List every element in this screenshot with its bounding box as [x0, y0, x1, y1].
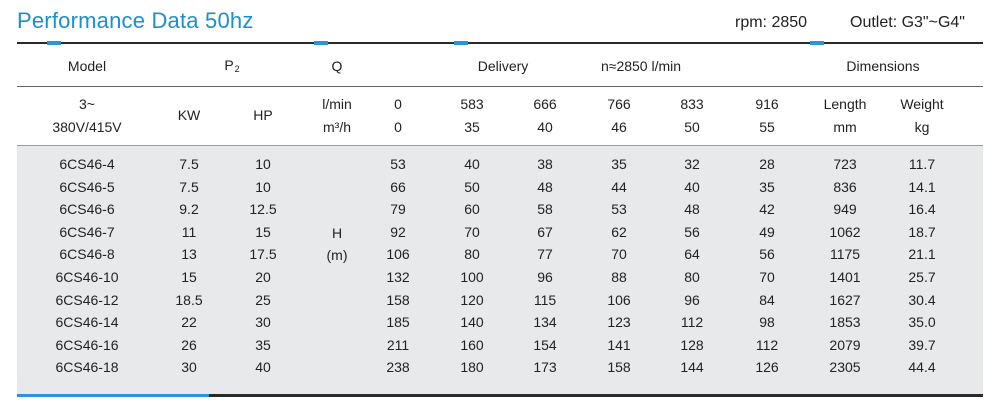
cell-model: 6CS46-7: [59, 223, 115, 240]
cell-head: 56: [684, 223, 700, 240]
cell-head: 67: [537, 223, 553, 240]
cell-head: 28: [759, 156, 775, 172]
flow-lmin: 666: [533, 96, 557, 112]
cell-head: 115: [533, 291, 557, 308]
cell-head: 158: [607, 359, 631, 376]
bottom-rule-accent: [17, 394, 209, 397]
cell-kw: 22: [181, 314, 197, 331]
rpm-label: rpm: 2850: [735, 14, 808, 31]
flow-m3h: 35: [464, 119, 480, 135]
cell-hp: 30: [255, 314, 271, 331]
cell-hp: 10: [255, 178, 271, 195]
cell-head: 88: [611, 269, 627, 285]
cell-head: 96: [684, 291, 700, 308]
cell-weight: 14.1: [908, 178, 936, 195]
head-unit: (m): [326, 247, 348, 263]
flow-m3h: 50: [684, 119, 700, 135]
cell-model: 6CS46-4: [59, 156, 115, 172]
cell-hp: 40: [255, 359, 271, 376]
header-q: Q: [331, 58, 343, 74]
flow-lmin: 583: [460, 96, 484, 112]
cell-weight: 25.7: [908, 269, 936, 285]
cell-model: 6CS46-16: [55, 336, 119, 353]
cell-kw: 9.2: [179, 201, 199, 218]
cell-length: 1627: [829, 291, 861, 308]
cell-head: 60: [464, 201, 480, 218]
header-p2-letter: P: [224, 57, 234, 73]
cell-weight: 30.4: [908, 291, 936, 308]
cell-head: 40: [684, 178, 700, 195]
cell-head: 58: [537, 201, 553, 218]
cell-model: 6CS46-8: [59, 246, 115, 263]
cell-model: 6CS46-18: [55, 359, 119, 376]
cell-length: 723: [833, 156, 857, 172]
cell-weight: 44.4: [908, 359, 936, 376]
cell-head: 77: [537, 246, 553, 263]
cell-weight: 16.4: [908, 201, 936, 218]
cell-head: 100: [460, 269, 484, 285]
cell-model: 6CS46-6: [59, 201, 115, 218]
cell-head: 120: [460, 291, 484, 308]
header-rule: [17, 86, 983, 87]
cell-head: 35: [759, 178, 775, 195]
cell-kw: 11: [181, 223, 197, 240]
cell-head: 211: [386, 336, 410, 353]
cell-hp: 10: [255, 156, 271, 172]
header-weight: Weight: [900, 96, 944, 112]
header-delivery: Delivery: [477, 58, 529, 74]
cell-head: 70: [759, 269, 775, 285]
outlet-label: Outlet: G3"~G4": [850, 14, 965, 31]
cell-head: 70: [464, 223, 480, 240]
cell-length: 1062: [829, 223, 861, 240]
cell-model: 6CS46-10: [55, 269, 119, 285]
cell-hp: 25: [255, 291, 271, 308]
flow-m3h: 55: [759, 119, 775, 135]
cell-length: 2305: [829, 359, 861, 376]
cell-hp: 17.5: [249, 246, 277, 263]
cell-head: 106: [386, 246, 410, 263]
cell-kw: 7.5: [179, 178, 199, 195]
header-p2-subscript: 2: [234, 64, 240, 74]
cell-head: 32: [684, 156, 700, 172]
header-q-unit-m3h: m³/h: [323, 119, 351, 135]
cell-head: 48: [684, 201, 700, 218]
cell-kw: 13: [181, 246, 197, 263]
flow-lmin: 0: [394, 96, 402, 112]
cell-weight: 35.0: [908, 314, 936, 331]
cell-length: 2079: [829, 336, 861, 353]
cell-head: 132: [386, 269, 410, 285]
header-dimensions: Dimensions: [846, 58, 920, 74]
cell-head: 84: [759, 291, 775, 308]
flow-lmin: 766: [607, 96, 631, 112]
cell-length: 949: [833, 201, 857, 218]
rule-tick: [810, 41, 824, 45]
cell-head: 158: [386, 291, 410, 308]
cell-head: 80: [684, 269, 700, 285]
header-length: Length: [823, 96, 867, 112]
cell-head: 38: [537, 156, 553, 172]
cell-hp: 35: [255, 336, 271, 353]
cell-head: 80: [464, 246, 480, 263]
header-p2: [224, 58, 239, 74]
cell-model: 6CS46-5: [59, 178, 115, 195]
cell-head: 53: [611, 201, 627, 218]
cell-weight: 39.7: [908, 336, 936, 353]
flow-m3h: 40: [537, 119, 553, 135]
cell-head: 64: [684, 246, 700, 263]
cell-head: 185: [386, 314, 410, 331]
header-kw: KW: [177, 107, 201, 123]
cell-length: 1401: [829, 269, 861, 285]
cell-head: 62: [611, 223, 627, 240]
cell-hp: 15: [255, 223, 271, 240]
cell-head: 70: [611, 246, 627, 263]
cell-kw: 18.5: [175, 291, 203, 308]
header-length-unit: mm: [833, 119, 857, 135]
cell-head: 79: [390, 201, 406, 218]
rule-tick: [47, 41, 61, 45]
cell-kw: 7.5: [179, 156, 199, 172]
cell-length: 1853: [829, 314, 861, 331]
cell-head: 160: [460, 336, 484, 353]
flow-lmin: 833: [680, 96, 704, 112]
rule-tick: [314, 41, 328, 45]
cell-head: 112: [680, 314, 704, 331]
cell-kw: 30: [181, 359, 197, 376]
top-rule: [17, 42, 983, 44]
cell-head: 180: [460, 359, 484, 376]
flow-m3h: 0: [394, 119, 402, 135]
cell-hp: 20: [255, 269, 271, 285]
header-phase: 3~: [79, 96, 95, 112]
cell-head: 173: [533, 359, 557, 376]
cell-head: 112: [755, 336, 779, 353]
cell-head: 44: [611, 178, 627, 195]
head-label: H: [331, 225, 343, 241]
cell-head: 140: [460, 314, 484, 331]
cell-head: 141: [607, 336, 631, 353]
cell-weight: 11.7: [908, 156, 936, 172]
rule-tick: [454, 41, 468, 45]
cell-hp: 12.5: [249, 201, 277, 218]
cell-head: 238: [386, 359, 410, 376]
cell-head: 42: [759, 201, 775, 218]
cell-head: 144: [680, 359, 704, 376]
cell-model: 6CS46-12: [55, 291, 119, 308]
cell-head: 49: [759, 223, 775, 240]
data-body-rule: [17, 145, 983, 146]
cell-head: 35: [611, 156, 627, 172]
cell-head: 53: [390, 156, 406, 172]
cell-kw: 26: [181, 336, 197, 353]
cell-head: 50: [464, 178, 480, 195]
cell-model: 6CS46-14: [55, 314, 119, 331]
cell-kw: 15: [181, 269, 197, 285]
cell-head: 123: [607, 314, 631, 331]
cell-head: 128: [680, 336, 704, 353]
cell-head: 40: [464, 156, 480, 172]
flow-m3h: 46: [611, 119, 627, 135]
cell-length: 1175: [829, 246, 861, 263]
cell-head: 92: [390, 223, 406, 240]
cell-head: 134: [533, 314, 557, 331]
cell-weight: 18.7: [908, 223, 936, 240]
cell-head: 154: [533, 336, 557, 353]
header-model: Model: [67, 58, 107, 74]
cell-length: 836: [833, 178, 857, 195]
cell-head: 126: [755, 359, 779, 376]
cell-head: 96: [537, 269, 553, 285]
header-q-unit-lmin: l/min: [322, 96, 352, 112]
cell-head: 66: [390, 178, 406, 195]
header-speed: n≈2850 l/min: [600, 58, 682, 74]
page-title: Performance Data 50hz: [17, 8, 254, 33]
cell-weight: 21.1: [908, 246, 936, 263]
cell-head: 98: [759, 314, 775, 331]
cell-head: 48: [537, 178, 553, 195]
header-hp: HP: [253, 107, 273, 123]
header-voltage: 380V/415V: [52, 119, 122, 135]
cell-head: 56: [759, 246, 775, 263]
header-weight-unit: kg: [914, 119, 930, 135]
flow-lmin: 916: [755, 96, 779, 112]
cell-head: 106: [607, 291, 631, 308]
